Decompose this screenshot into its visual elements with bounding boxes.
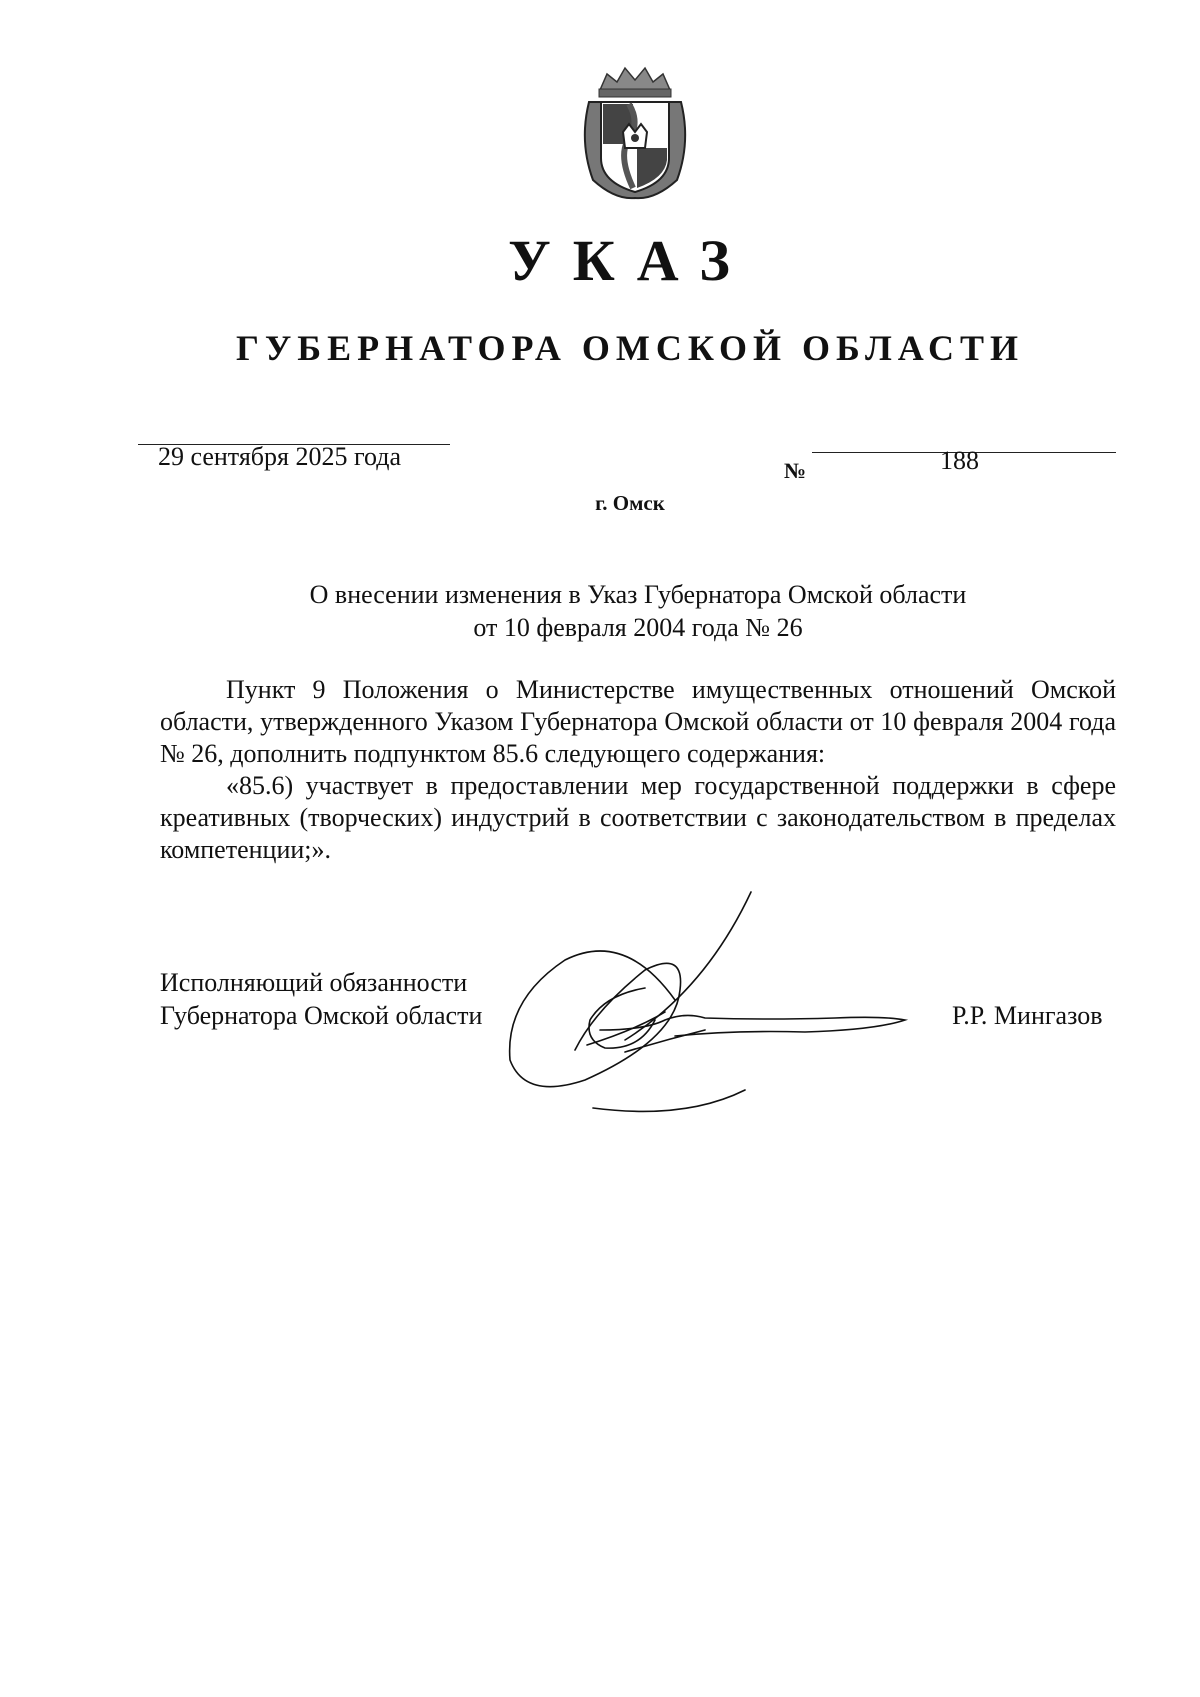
coat-of-arms-icon — [575, 62, 695, 202]
document-heading — [160, 578, 1116, 644]
heading-line-1: О внесении изменения в Указ Губернатора Омской области — [309, 580, 967, 609]
document-title: УКАЗ — [508, 228, 752, 293]
signatory-position — [160, 966, 482, 1032]
document-subtitle: ГУБЕРНАТОРА ОМСКОЙ ОБЛАСТИ — [235, 328, 1025, 368]
signatory-position-line-2: Губернатора Омской области — [160, 1001, 483, 1030]
number-sign: № — [784, 458, 807, 483]
document-city: г. Омск — [595, 491, 665, 515]
heading-line-2: от 10 февраля 2004 года № 26 — [473, 613, 803, 642]
signatory-position-line-1: Исполняющий обязанности — [160, 968, 468, 997]
body-paragraph-2: «85.6) участвует в предоставлении мер государственной поддержки в сфере креативных (творческих) индустрий в соответствии с законодательством в пределах компетенции;». — [160, 771, 1116, 864]
body-paragraph-1: Пункт 9 Положения о Министерстве имущественных отношений Омской области, утвержденного Указом Губернатора Омской области от 10 февраля 2004 года № 26, дополнить подпунктом 85.6 следующего содержания: — [160, 675, 1116, 768]
document-number: 188 — [940, 446, 979, 475]
signatory-name: Р.Р. Мингазов — [952, 1001, 1103, 1030]
document-body — [160, 674, 1116, 866]
handwritten-signature-icon — [505, 880, 965, 1120]
document-date: 29 сентября 2025 года — [158, 442, 402, 471]
